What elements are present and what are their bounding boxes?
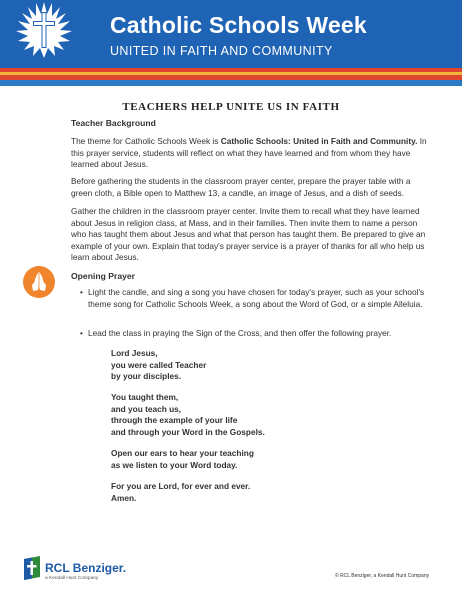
- prayer-line: Amen.: [111, 492, 137, 503]
- prayer-stanza-1: [111, 348, 206, 383]
- background-paragraph-1: [71, 136, 431, 171]
- bullet-text: Lead the class in praying the Sign of the Cross, and then offer the following prayer.: [88, 328, 392, 338]
- prayer-line: as we listen to your Word today.: [111, 459, 238, 470]
- prayer-line: you were called Teacher: [111, 359, 207, 370]
- para1-text-end: In this prayer service, students will reflect on what they have learned and from whom they have learned about Jesus.: [71, 136, 427, 169]
- header-banner: [0, 0, 462, 86]
- prayer-line: through the example of your life: [111, 415, 238, 425]
- para1-text: The theme for Catholic Schools Week is: [71, 136, 221, 146]
- theme-name: Catholic Schools: United in Faith and Community.: [220, 136, 418, 146]
- list-item: [80, 328, 428, 340]
- bullet-dot: •: [80, 328, 83, 338]
- opening-prayer-label: Opening Prayer: [71, 271, 135, 281]
- prayer-line: You taught them,: [111, 392, 179, 402]
- banner-stripe-blue: [0, 80, 462, 86]
- prayer-line: Open our ears to hear your teaching: [111, 448, 254, 458]
- logo-tagline: a Kendall Hunt Company: [45, 576, 99, 581]
- bullet-text: Light the candle, and sing a song you have chosen for today's prayer, such as your school's theme song for Catholic Schools Week, a song about the Word of God, or a simple Alleluia.: [88, 287, 425, 309]
- background-paragraph-3: Gather the children in the classroom prayer center. Invite them to recall what they have learned about Jesus in religion class, at Mass, and in their families. Then invite them to name a person who has taught them about Jesus and what that person has taught them. Be prepared to give an example of your own. Explain that today's prayer service is a prayer of thanks for all who help us learn about Jesus.: [71, 206, 426, 262]
- praying-hands-icon: [22, 265, 56, 299]
- background-paragraph-2: Before gathering the students in the classroom prayer center, prepare the prayer table with a green cloth, a Bible open to Matthew 13, a candle, an image of Jesus, and a dish of seeds.: [71, 176, 411, 198]
- bullet-dot: •: [80, 287, 83, 297]
- teacher-background-label: Teacher Background: [71, 118, 156, 128]
- prayer-stanza-4: [111, 481, 250, 504]
- prayer-stanza-3: [111, 448, 254, 471]
- prayer-line: and you teach us,: [111, 403, 182, 414]
- logo-name: RCL Benziger.: [45, 561, 127, 575]
- prayer-stanza-2: [111, 392, 265, 438]
- prayer-line: and through your Word in the Gospels.: [111, 426, 265, 437]
- banner-title: Catholic Schools Week: [110, 12, 367, 38]
- page-heading: TEACHERS HELP UNITE US IN FAITH: [122, 101, 340, 113]
- sunburst-cross-icon: [0, 0, 90, 70]
- copyright: © RCL Benziger, a Kendall Hunt Company: [335, 573, 430, 579]
- prayer-line: For you are Lord, for ever and ever.: [111, 481, 251, 491]
- prayer-line: Lord Jesus,: [111, 348, 158, 358]
- prayer-line: by your disciples.: [111, 371, 182, 381]
- banner-subtitle: UNITED IN FAITH AND COMMUNITY: [110, 44, 333, 58]
- rcl-benziger-logo-icon: [22, 555, 42, 581]
- list-item: [80, 287, 428, 310]
